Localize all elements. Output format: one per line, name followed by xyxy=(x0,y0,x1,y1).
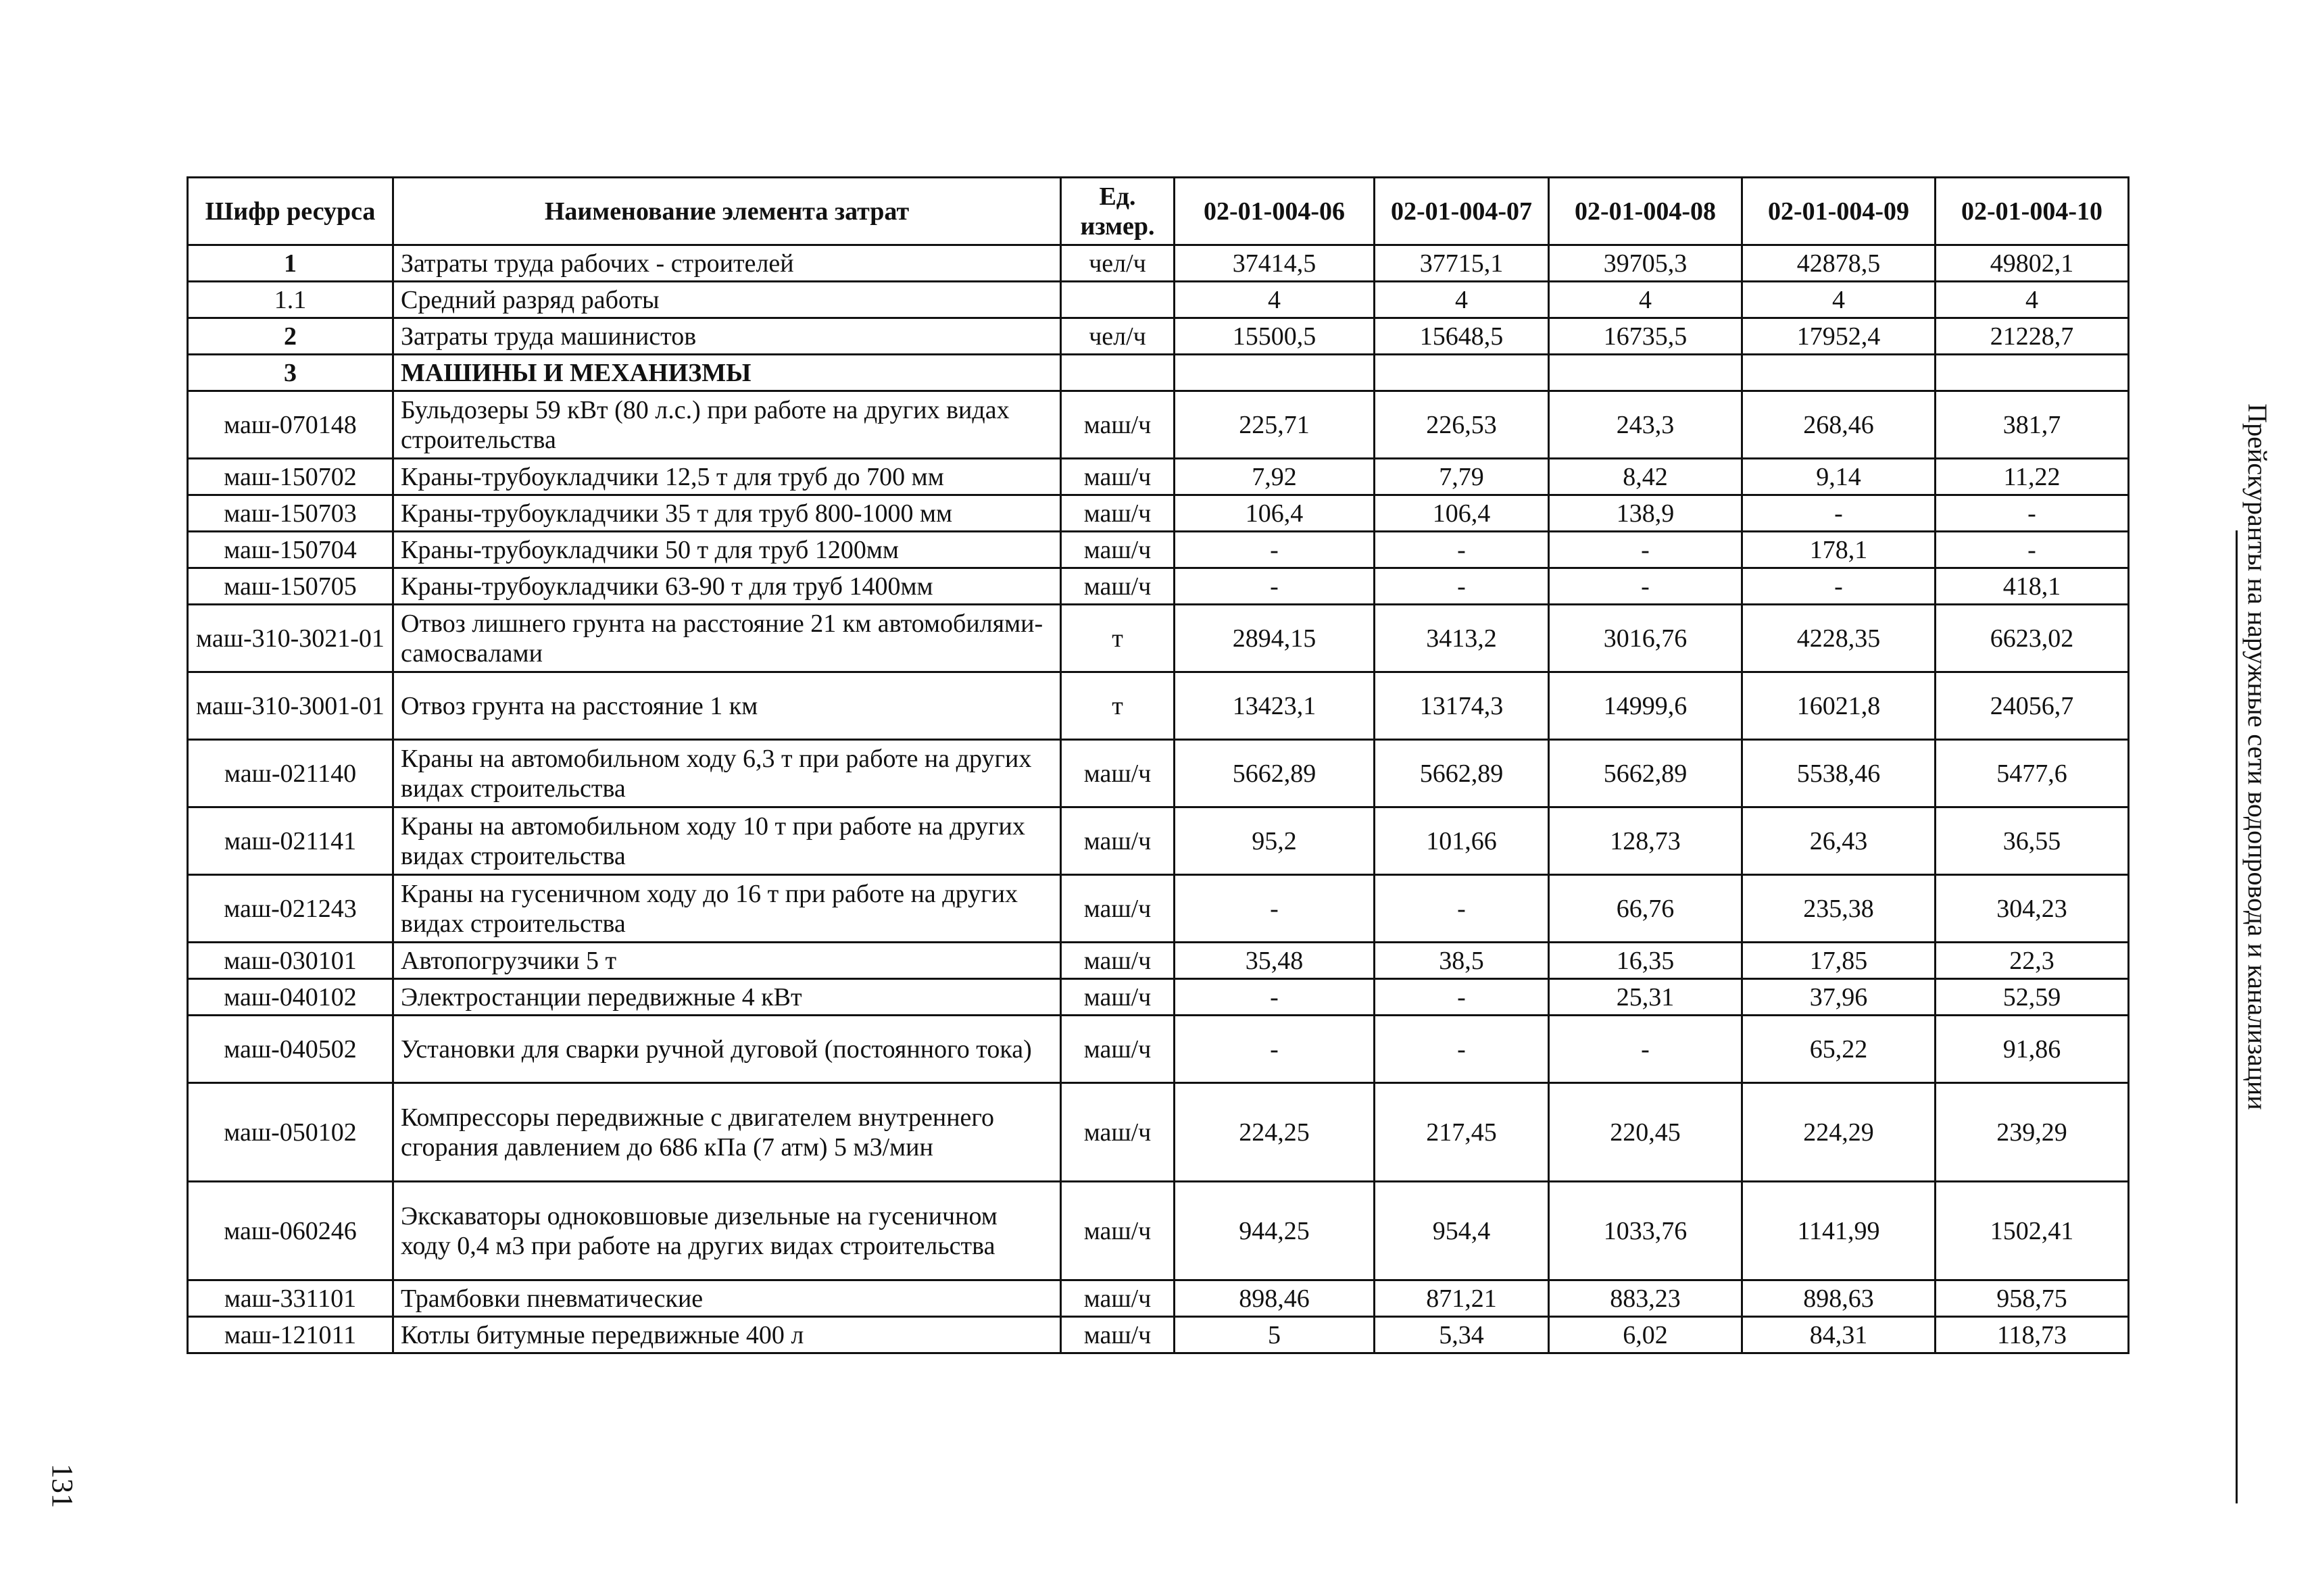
value-cell: - xyxy=(1375,532,1549,568)
value-cell: 49802,1 xyxy=(1936,245,2129,282)
value-cell: 91,86 xyxy=(1936,1016,2129,1083)
value-cell: 224,29 xyxy=(1742,1083,1936,1182)
table-row xyxy=(188,245,2129,282)
value-cell: - xyxy=(1549,532,1742,568)
header-name: Наименование элемента затрат xyxy=(393,178,1061,245)
cost-element-name-cell: Краны-трубоукладчики 50 т для труб 1200мм xyxy=(393,532,1061,568)
unit-cell xyxy=(1061,355,1175,391)
value-cell: - xyxy=(1936,532,2129,568)
value-cell: 4228,35 xyxy=(1742,605,1936,672)
value-cell xyxy=(1375,355,1549,391)
unit-cell: маш/ч xyxy=(1061,1182,1175,1280)
header-row xyxy=(188,178,2129,245)
cost-element-name-cell: Компрессоры передвижные с двигателем внутреннего сгорания давлением до 686 кПа (7 атм) 5 м3/мин xyxy=(393,1083,1061,1182)
value-cell: 226,53 xyxy=(1375,391,1549,459)
table-row xyxy=(188,672,2129,740)
resource-table xyxy=(187,176,2130,1354)
resource-code-cell: 3 xyxy=(188,355,393,391)
value-cell: 4 xyxy=(1375,282,1549,318)
table-row xyxy=(188,1317,2129,1353)
value-cell: - xyxy=(1375,1016,1549,1083)
value-cell: 5,34 xyxy=(1375,1317,1549,1353)
resource-code-cell: маш-150703 xyxy=(188,495,393,532)
unit-cell: маш/ч xyxy=(1061,459,1175,495)
value-cell: - xyxy=(1375,568,1549,605)
resource-code-cell: 2 xyxy=(188,318,393,355)
resource-code-cell: маш-310-3001-01 xyxy=(188,672,393,740)
unit-cell: маш/ч xyxy=(1061,875,1175,943)
value-cell: - xyxy=(1549,568,1742,605)
table-row xyxy=(188,875,2129,943)
value-cell: 5538,46 xyxy=(1742,740,1936,807)
table-row xyxy=(188,1182,2129,1280)
table-row xyxy=(188,459,2129,495)
value-cell xyxy=(1742,355,1936,391)
value-cell: 66,76 xyxy=(1549,875,1742,943)
table-row xyxy=(188,532,2129,568)
table-row xyxy=(188,495,2129,532)
value-cell: 138,9 xyxy=(1549,495,1742,532)
cost-element-name-cell: Средний разряд работы xyxy=(393,282,1061,318)
value-cell: 5662,89 xyxy=(1175,740,1375,807)
value-cell: 4 xyxy=(1175,282,1375,318)
header-col-09: 02-01-004-09 xyxy=(1742,178,1936,245)
value-cell: 11,22 xyxy=(1936,459,2129,495)
value-cell: 5662,89 xyxy=(1549,740,1742,807)
value-cell: - xyxy=(1742,568,1936,605)
value-cell: 38,5 xyxy=(1375,943,1549,979)
value-cell: 224,25 xyxy=(1175,1083,1375,1182)
unit-cell: маш/ч xyxy=(1061,807,1175,875)
side-title: Прейскуранты на наружные сети водопровода и канализации xyxy=(2242,403,2273,1110)
value-cell: 898,63 xyxy=(1742,1280,1936,1317)
cost-element-name-cell: Краны на гусеничном ходу до 16 т при работе на других видах строительства xyxy=(393,875,1061,943)
value-cell: 871,21 xyxy=(1375,1280,1549,1317)
value-cell: 118,73 xyxy=(1936,1317,2129,1353)
value-cell: - xyxy=(1936,495,2129,532)
resource-code-cell: маш-150705 xyxy=(188,568,393,605)
value-cell: - xyxy=(1549,1016,1742,1083)
value-cell: - xyxy=(1375,979,1549,1016)
value-cell: 7,79 xyxy=(1375,459,1549,495)
value-cell: 16021,8 xyxy=(1742,672,1936,740)
value-cell: 17952,4 xyxy=(1742,318,1936,355)
header-code: Шифр ресурса xyxy=(188,178,393,245)
cost-element-name-cell: Краны на автомобильном ходу 6,3 т при работе на других видах строительства xyxy=(393,740,1061,807)
value-cell: - xyxy=(1375,875,1549,943)
resource-code-cell: маш-040502 xyxy=(188,1016,393,1083)
value-cell: 6,02 xyxy=(1549,1317,1742,1353)
value-cell: 14999,6 xyxy=(1549,672,1742,740)
unit-cell: маш/ч xyxy=(1061,979,1175,1016)
unit-cell: чел/ч xyxy=(1061,318,1175,355)
value-cell: 5662,89 xyxy=(1375,740,1549,807)
value-cell: - xyxy=(1175,979,1375,1016)
value-cell: 3016,76 xyxy=(1549,605,1742,672)
value-cell: 17,85 xyxy=(1742,943,1936,979)
resource-code-cell: маш-021141 xyxy=(188,807,393,875)
resource-code-cell: 1.1 xyxy=(188,282,393,318)
value-cell: 225,71 xyxy=(1175,391,1375,459)
unit-cell: маш/ч xyxy=(1061,391,1175,459)
value-cell: - xyxy=(1175,532,1375,568)
unit-cell: маш/ч xyxy=(1061,1016,1175,1083)
value-cell: 42878,5 xyxy=(1742,245,1936,282)
value-cell: 37715,1 xyxy=(1375,245,1549,282)
cost-element-name-cell: Отвоз лишнего грунта на расстояние 21 км автомобилями-самосвалами xyxy=(393,605,1061,672)
table-row xyxy=(188,943,2129,979)
value-cell: 178,1 xyxy=(1742,532,1936,568)
value-cell: 2894,15 xyxy=(1175,605,1375,672)
value-cell: 243,3 xyxy=(1549,391,1742,459)
value-cell: 954,4 xyxy=(1375,1182,1549,1280)
header-col-10: 02-01-004-10 xyxy=(1936,178,2129,245)
value-cell: 21228,7 xyxy=(1936,318,2129,355)
value-cell: 39705,3 xyxy=(1549,245,1742,282)
value-cell: 26,43 xyxy=(1742,807,1936,875)
unit-cell: чел/ч xyxy=(1061,245,1175,282)
resource-code-cell: маш-150704 xyxy=(188,532,393,568)
value-cell: - xyxy=(1742,495,1936,532)
value-cell: - xyxy=(1175,875,1375,943)
value-cell: 37,96 xyxy=(1742,979,1936,1016)
page-number: 131 xyxy=(46,1464,79,1508)
value-cell: 268,46 xyxy=(1742,391,1936,459)
value-cell: 3413,2 xyxy=(1375,605,1549,672)
table-row xyxy=(188,1083,2129,1182)
resource-code-cell: маш-150702 xyxy=(188,459,393,495)
table-row xyxy=(188,807,2129,875)
unit-cell: т xyxy=(1061,672,1175,740)
value-cell: 4 xyxy=(1936,282,2129,318)
table-row xyxy=(188,318,2129,355)
value-cell xyxy=(1549,355,1742,391)
resource-code-cell: маш-060246 xyxy=(188,1182,393,1280)
table-body xyxy=(188,245,2129,1353)
value-cell: 128,73 xyxy=(1549,807,1742,875)
value-cell: 4 xyxy=(1742,282,1936,318)
cost-element-name-cell: Котлы битумные передвижные 400 л xyxy=(393,1317,1061,1353)
cost-element-name-cell: Затраты труда машинистов xyxy=(393,318,1061,355)
value-cell: 25,31 xyxy=(1549,979,1742,1016)
cost-element-name-cell: Установки для сварки ручной дуговой (постоянного тока) xyxy=(393,1016,1061,1083)
value-cell: 235,38 xyxy=(1742,875,1936,943)
header-col-06: 02-01-004-06 xyxy=(1175,178,1375,245)
value-cell xyxy=(1936,355,2129,391)
resource-code-cell: маш-021140 xyxy=(188,740,393,807)
value-cell: 4 xyxy=(1549,282,1742,318)
unit-cell: маш/ч xyxy=(1061,1083,1175,1182)
value-cell: 16735,5 xyxy=(1549,318,1742,355)
value-cell: 13423,1 xyxy=(1175,672,1375,740)
table-row xyxy=(188,391,2129,459)
resource-code-cell: маш-040102 xyxy=(188,979,393,1016)
table-row xyxy=(188,282,2129,318)
resource-code-cell: маш-121011 xyxy=(188,1317,393,1353)
unit-cell: маш/ч xyxy=(1061,495,1175,532)
value-cell: - xyxy=(1175,1016,1375,1083)
value-cell: 217,45 xyxy=(1375,1083,1549,1182)
value-cell: 418,1 xyxy=(1936,568,2129,605)
value-cell: 36,55 xyxy=(1936,807,2129,875)
value-cell: 5477,6 xyxy=(1936,740,2129,807)
value-cell: 95,2 xyxy=(1175,807,1375,875)
value-cell: 220,45 xyxy=(1549,1083,1742,1182)
value-cell: 304,23 xyxy=(1936,875,2129,943)
value-cell: 944,25 xyxy=(1175,1182,1375,1280)
value-cell: 6623,02 xyxy=(1936,605,2129,672)
value-cell: 65,22 xyxy=(1742,1016,1936,1083)
value-cell: 1502,41 xyxy=(1936,1182,2129,1280)
cost-element-name-cell: Экскаваторы одноковшовые дизельные на гусеничном ходу 0,4 м3 при работе на других видах строительства xyxy=(393,1182,1061,1280)
unit-cell: маш/ч xyxy=(1061,1317,1175,1353)
cost-element-name-cell: Бульдозеры 59 кВт (80 л.с.) при работе на других видах строительства xyxy=(393,391,1061,459)
value-cell: 239,29 xyxy=(1936,1083,2129,1182)
cost-element-name-cell: Краны-трубоукладчики 63-90 т для труб 1400мм xyxy=(393,568,1061,605)
value-cell: 381,7 xyxy=(1936,391,2129,459)
resource-code-cell: маш-331101 xyxy=(188,1280,393,1317)
table-row xyxy=(188,355,2129,391)
value-cell: 9,14 xyxy=(1742,459,1936,495)
value-cell: 15648,5 xyxy=(1375,318,1549,355)
value-cell: 13174,3 xyxy=(1375,672,1549,740)
cost-element-name-cell: Краны-трубоукладчики 12,5 т для труб до 700 мм xyxy=(393,459,1061,495)
unit-cell: маш/ч xyxy=(1061,740,1175,807)
value-cell: 24056,7 xyxy=(1936,672,2129,740)
value-cell: 16,35 xyxy=(1549,943,1742,979)
value-cell: 8,42 xyxy=(1549,459,1742,495)
value-cell: 958,75 xyxy=(1936,1280,2129,1317)
value-cell: 1141,99 xyxy=(1742,1182,1936,1280)
value-cell: 101,66 xyxy=(1375,807,1549,875)
table-row xyxy=(188,568,2129,605)
unit-cell: т xyxy=(1061,605,1175,672)
cost-element-name-cell: МАШИНЫ И МЕХАНИЗМЫ xyxy=(393,355,1061,391)
value-cell: 15500,5 xyxy=(1175,318,1375,355)
header-col-08: 02-01-004-08 xyxy=(1549,178,1742,245)
value-cell: 5 xyxy=(1175,1317,1375,1353)
resource-code-cell: маш-050102 xyxy=(188,1083,393,1182)
cost-element-name-cell: Автопогрузчики 5 т xyxy=(393,943,1061,979)
value-cell: 35,48 xyxy=(1175,943,1375,979)
header-unit: Ед. измер. xyxy=(1061,178,1175,245)
value-cell: 84,31 xyxy=(1742,1317,1936,1353)
cost-element-name-cell: Отвоз грунта на расстояние 1 км xyxy=(393,672,1061,740)
resource-code-cell: маш-310-3021-01 xyxy=(188,605,393,672)
unit-cell: маш/ч xyxy=(1061,568,1175,605)
value-cell: 52,59 xyxy=(1936,979,2129,1016)
table-row xyxy=(188,740,2129,807)
header-col-07: 02-01-004-07 xyxy=(1375,178,1549,245)
value-cell xyxy=(1175,355,1375,391)
cost-element-name-cell: Электростанции передвижные 4 кВт xyxy=(393,979,1061,1016)
value-cell: 37414,5 xyxy=(1175,245,1375,282)
resource-code-cell: маш-070148 xyxy=(188,391,393,459)
value-cell: 883,23 xyxy=(1549,1280,1742,1317)
resource-code-cell: маш-030101 xyxy=(188,943,393,979)
unit-cell: маш/ч xyxy=(1061,1280,1175,1317)
value-cell: 106,4 xyxy=(1375,495,1549,532)
value-cell: 1033,76 xyxy=(1549,1182,1742,1280)
resource-code-cell: 1 xyxy=(188,245,393,282)
unit-cell: маш/ч xyxy=(1061,943,1175,979)
table-row xyxy=(188,979,2129,1016)
resource-code-cell: маш-021243 xyxy=(188,875,393,943)
cost-element-name-cell: Затраты труда рабочих - строителей xyxy=(393,245,1061,282)
table-row xyxy=(188,605,2129,672)
table-row xyxy=(188,1016,2129,1083)
table-row xyxy=(188,1280,2129,1317)
cost-element-name-cell: Краны на автомобильном ходу 10 т при работе на других видах строительства xyxy=(393,807,1061,875)
cost-element-name-cell: Краны-трубоукладчики 35 т для труб 800-1000 мм xyxy=(393,495,1061,532)
value-cell: 898,46 xyxy=(1175,1280,1375,1317)
cost-element-name-cell: Трамбовки пневматические xyxy=(393,1280,1061,1317)
value-cell: 22,3 xyxy=(1936,943,2129,979)
value-cell: 106,4 xyxy=(1175,495,1375,532)
unit-cell: маш/ч xyxy=(1061,532,1175,568)
value-cell: 7,92 xyxy=(1175,459,1375,495)
value-cell: - xyxy=(1175,568,1375,605)
unit-cell xyxy=(1061,282,1175,318)
